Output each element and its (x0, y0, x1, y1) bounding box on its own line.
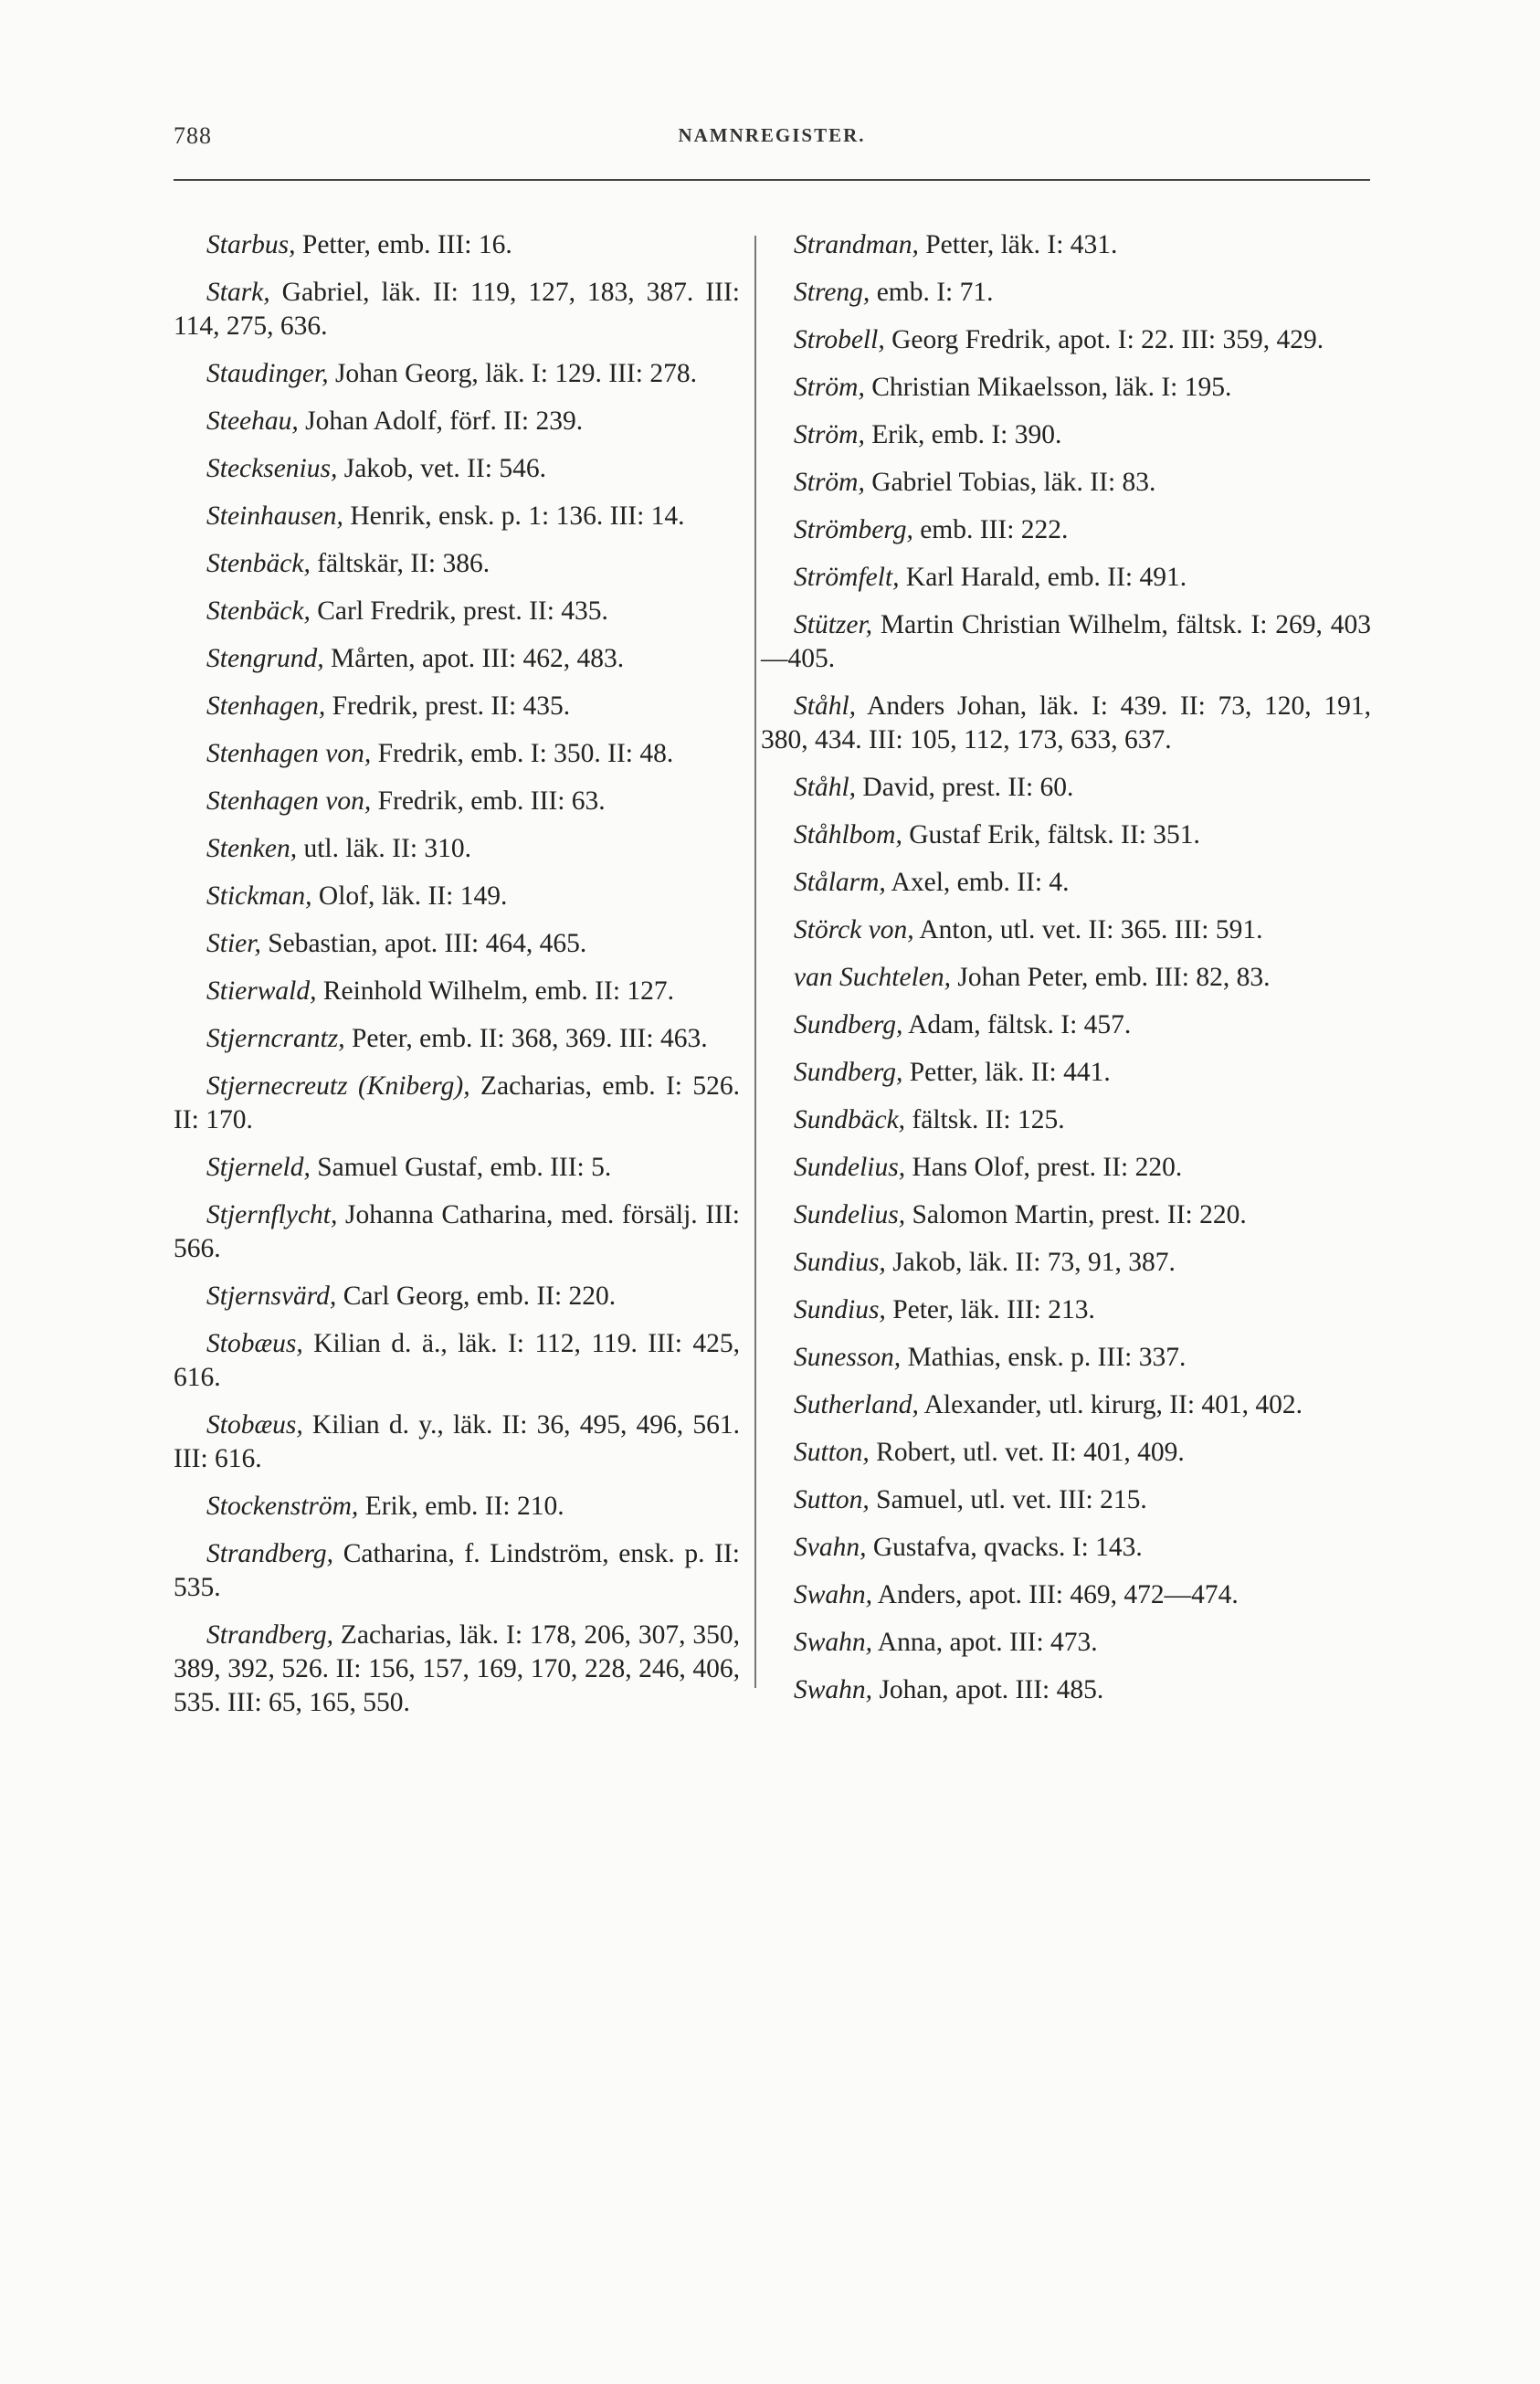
index-entry (174, 1280, 740, 1313)
entry-details: Jakob, vet. II: 546. (337, 454, 546, 483)
index-entry (761, 323, 1371, 357)
entry-details: Mathias, ensk. p. III: 337. (901, 1343, 1187, 1372)
index-entry (761, 1436, 1371, 1470)
entry-details: Sebastian, apot. III: 464, 465. (260, 929, 587, 958)
index-entry (761, 1388, 1371, 1422)
index-entry (174, 1070, 740, 1137)
entry-name: Sutton, (794, 1485, 870, 1514)
entry-name: Strobell, (794, 325, 885, 354)
entry-name: van Suchtelen, (794, 963, 952, 992)
index-entry (761, 371, 1371, 405)
entry-details: Peter, läk. III: 213. (885, 1295, 1095, 1324)
entry-name: Swahn, (794, 1675, 873, 1704)
index-entry (761, 1531, 1371, 1565)
index-entry (761, 466, 1371, 500)
entry-name: Swahn, (794, 1580, 873, 1609)
entry-name: Sundberg, (794, 1058, 903, 1087)
entry-name: Stjerneld, (206, 1153, 311, 1182)
entry-details: Kilian d. ä., läk. I: 112, 119. III: 425, 616. (174, 1329, 740, 1392)
entry-details: Catharina, f. Lindström, ensk. p. II: 535. (174, 1539, 740, 1602)
entry-name: Stenbäck, (206, 596, 311, 626)
entry-details: Peter, emb. II: 368, 369. III: 463. (344, 1024, 708, 1053)
entry-details: Anna, apot. III: 473. (872, 1628, 1098, 1657)
entry-name: Ström, (794, 468, 865, 497)
entry-name: Stenbäck, (206, 549, 311, 578)
entry-name: Stjernsvärd, (206, 1282, 337, 1311)
entry-name: Steinhausen, (206, 501, 343, 531)
entry-details: Johan Georg, läk. I: 129. III: 278. (328, 359, 697, 388)
entry-name: Stickman, (206, 881, 312, 911)
index-entry (761, 690, 1371, 757)
entry-name: Ståhl, (794, 773, 857, 802)
index-entry (174, 1619, 740, 1720)
entry-name: Stobæus, (206, 1329, 303, 1358)
entry-name: Starbus, (206, 230, 296, 259)
entry-name: Sundbäck, (794, 1105, 906, 1134)
index-entry (761, 1626, 1371, 1660)
entry-name: Strandberg, (206, 1620, 334, 1650)
entry-details: Jakob, läk. II: 73, 91, 387. (885, 1248, 1176, 1277)
entry-name: Sundelius, (794, 1200, 906, 1229)
entry-details: Johanna Catharina, med. försälj. III: 566. (174, 1200, 740, 1263)
entry-details: Fredrik, prest. II: 435. (325, 691, 571, 721)
entry-name: Ståhlbom, (794, 820, 902, 849)
entry-name: Stengrund, (206, 644, 324, 673)
index-entry (761, 513, 1371, 547)
entry-name: Stier, (206, 929, 261, 958)
index-entry (174, 547, 740, 581)
entry-name: Stierwald, (206, 976, 317, 1006)
index-entry (761, 1483, 1371, 1517)
entry-details: Anders, apot. III: 469, 472—474. (872, 1580, 1239, 1609)
entry-name: Stark, (206, 278, 270, 307)
entry-details: Reinhold Wilhelm, emb. II: 127. (316, 976, 675, 1006)
index-entry (761, 1673, 1371, 1707)
index-entry (761, 1103, 1371, 1137)
entry-name: Sutton, (794, 1438, 870, 1467)
entry-details: Petter, läk. II: 441. (902, 1058, 1111, 1087)
index-entry (174, 975, 740, 1008)
entry-details: Henrik, ensk. p. 1: 136. III: 14. (343, 501, 685, 531)
entry-details: Gustaf Erik, fältsk. II: 351. (902, 820, 1200, 849)
index-entry (174, 1198, 740, 1266)
index-entry (761, 961, 1371, 995)
entry-name: Stjerncrantz, (206, 1024, 345, 1053)
entry-details: Samuel, utl. vet. III: 215. (869, 1485, 1147, 1514)
running-title: NAMNREGISTER. (678, 124, 866, 146)
index-entry (174, 880, 740, 913)
entry-name: Ståhl, (794, 691, 857, 721)
entry-details: Gustafva, qvacks. I: 143. (866, 1533, 1143, 1562)
index-entry (174, 785, 740, 818)
entry-details: Petter, läk. I: 431. (918, 230, 1118, 259)
index-entry (174, 276, 740, 343)
entry-name: Strömberg, (794, 515, 913, 544)
index-entry (761, 1293, 1371, 1327)
entry-details: Erik, emb. II: 210. (358, 1492, 564, 1521)
index-entry (761, 608, 1371, 676)
index-entry (761, 1056, 1371, 1090)
entry-name: Sutherland, (794, 1390, 919, 1419)
entry-details: Johan Adolf, förf. II: 239. (298, 406, 584, 436)
entry-name: Stjernecreutz (Kniberg), (206, 1071, 470, 1101)
entry-details: Robert, utl. vet. II: 401, 409. (869, 1438, 1185, 1467)
entry-details: Erik, emb. I: 390. (864, 420, 1062, 449)
entry-details: Mårten, apot. III: 462, 483. (323, 644, 625, 673)
entry-details: Adam, fältsk. I: 457. (902, 1010, 1132, 1039)
index-entry (174, 690, 740, 723)
entry-details: fältskär, II: 386. (310, 549, 490, 578)
entry-details: Anders Johan, läk. I: 439. II: 73, 120, 191, 380, 434. III: 105, 112, 173, 633, 637. (761, 691, 1371, 754)
index-entry (174, 595, 740, 628)
entry-name: Sundelius, (794, 1153, 906, 1182)
index-entry (174, 1327, 740, 1395)
index-entry (761, 866, 1371, 900)
index-entry (761, 1198, 1371, 1232)
index-entry (174, 405, 740, 438)
entry-name: Stockenström, (206, 1492, 359, 1521)
entry-details: Alexander, utl. kirurg, II: 401, 402. (918, 1390, 1303, 1419)
entry-details: Johan Peter, emb. III: 82, 83. (951, 963, 1271, 992)
entry-name: Sundberg, (794, 1010, 903, 1039)
index-entry (174, 1151, 740, 1185)
entry-name: Sunesson, (794, 1343, 902, 1372)
entry-details: Karl Harald, emb. II: 491. (899, 563, 1187, 592)
entry-details: Christian Mikaelsson, läk. I: 195. (864, 373, 1232, 402)
index-entry (174, 737, 740, 771)
entry-name: Ström, (794, 373, 865, 402)
entry-details: Anton, utl. vet. II: 365. III: 591. (913, 915, 1263, 944)
entry-name: Stenken, (206, 834, 298, 863)
index-entry (761, 913, 1371, 947)
page-header (174, 122, 1370, 159)
index-entry (174, 642, 740, 676)
entry-name: Sundius, (794, 1295, 886, 1324)
entry-details: Zacharias, läk. I: 178, 206, 307, 350, 389, 392, 526. II: 156, 157, 169, 170, 228, 246, 406, 535. III: 65, 165, 550. (174, 1620, 740, 1717)
page-number: 788 (174, 122, 212, 149)
entry-details: Petter, emb. III: 16. (295, 230, 512, 259)
entry-details: Gabriel Tobias, läk. II: 83. (864, 468, 1156, 497)
entry-name: Strandman, (794, 230, 919, 259)
index-entry (761, 1008, 1371, 1042)
entry-name: Stjernflycht, (206, 1200, 338, 1229)
entry-details: Fredrik, emb. III: 63. (371, 786, 606, 816)
index-entry (761, 228, 1371, 262)
index-entry (761, 561, 1371, 595)
entry-name: Stålarm, (794, 868, 886, 897)
index-entry (174, 832, 740, 866)
index-entry (174, 500, 740, 533)
entry-details: Samuel Gustaf, emb. III: 5. (310, 1153, 612, 1182)
entry-details: Salomon Martin, prest. II: 220. (905, 1200, 1247, 1229)
entry-name: Strömfelt, (794, 563, 900, 592)
index-entry (761, 1151, 1371, 1185)
index-entry (761, 418, 1371, 452)
entry-details: Fredrik, emb. I: 350. II: 48. (371, 739, 674, 768)
entry-details: Hans Olof, prest. II: 220. (905, 1153, 1183, 1182)
index-entry (761, 1341, 1371, 1375)
entry-name: Stützer, (794, 610, 873, 639)
column-divider (754, 236, 756, 1688)
right-column (761, 228, 1371, 1721)
entry-name: Stenhagen von, (206, 786, 372, 816)
entry-name: Stobæus, (206, 1410, 303, 1440)
entry-details: Gabriel, läk. II: 119, 127, 183, 387. III: 114, 275, 636. (174, 278, 740, 341)
left-column (174, 228, 740, 1734)
entry-details: utl. läk. II: 310. (297, 834, 472, 863)
entry-details: fältsk. II: 125. (905, 1105, 1065, 1134)
entry-name: Stenhagen, (206, 691, 326, 721)
index-entry (761, 276, 1371, 310)
entry-details: Zacharias, emb. I: 526. II: 170. (174, 1071, 741, 1134)
index-entry (174, 357, 740, 391)
index-entry (174, 1408, 740, 1476)
entry-details: Martin Christian Wilhelm, fältsk. I: 269, 403—405. (761, 610, 1371, 673)
entry-name: Ström, (794, 420, 865, 449)
entry-details: emb. I: 71. (870, 278, 994, 307)
entry-details: Axel, emb. II: 4. (885, 868, 1070, 897)
index-entry (174, 1490, 740, 1524)
entry-name: Streng, (794, 278, 870, 307)
header-rule (174, 179, 1370, 181)
entry-name: Störck von, (794, 915, 914, 944)
index-entry (174, 452, 740, 486)
index-entry (761, 818, 1371, 852)
entry-details: Johan, apot. III: 485. (872, 1675, 1104, 1704)
entry-details: Carl Georg, emb. II: 220. (336, 1282, 617, 1311)
entry-details: Olof, läk. II: 149. (311, 881, 508, 911)
entry-details: Georg Fredrik, apot. I: 22. III: 359, 429. (884, 325, 1324, 354)
entry-details: David, prest. II: 60. (856, 773, 1074, 802)
index-entry (174, 1537, 740, 1605)
entry-name: Steehau, (206, 406, 299, 436)
entry-name: Svahn, (794, 1533, 867, 1562)
entry-name: Stenhagen von, (206, 739, 372, 768)
entry-details: Carl Fredrik, prest. II: 435. (310, 596, 608, 626)
entry-name: Strandberg, (206, 1539, 334, 1568)
index-entry (761, 1578, 1371, 1612)
entry-name: Swahn, (794, 1628, 873, 1657)
entry-details: Kilian d. y., läk. II: 36, 495, 496, 561. III: 616. (174, 1410, 740, 1473)
entry-name: Stecksenius, (206, 454, 338, 483)
entry-details: emb. III: 222. (912, 515, 1069, 544)
index-entry (761, 771, 1371, 805)
index-entry (174, 228, 740, 262)
index-entry (174, 927, 740, 961)
entry-name: Sundius, (794, 1248, 886, 1277)
index-entry (174, 1022, 740, 1056)
index-entry (761, 1246, 1371, 1280)
entry-name: Staudinger, (206, 359, 329, 388)
